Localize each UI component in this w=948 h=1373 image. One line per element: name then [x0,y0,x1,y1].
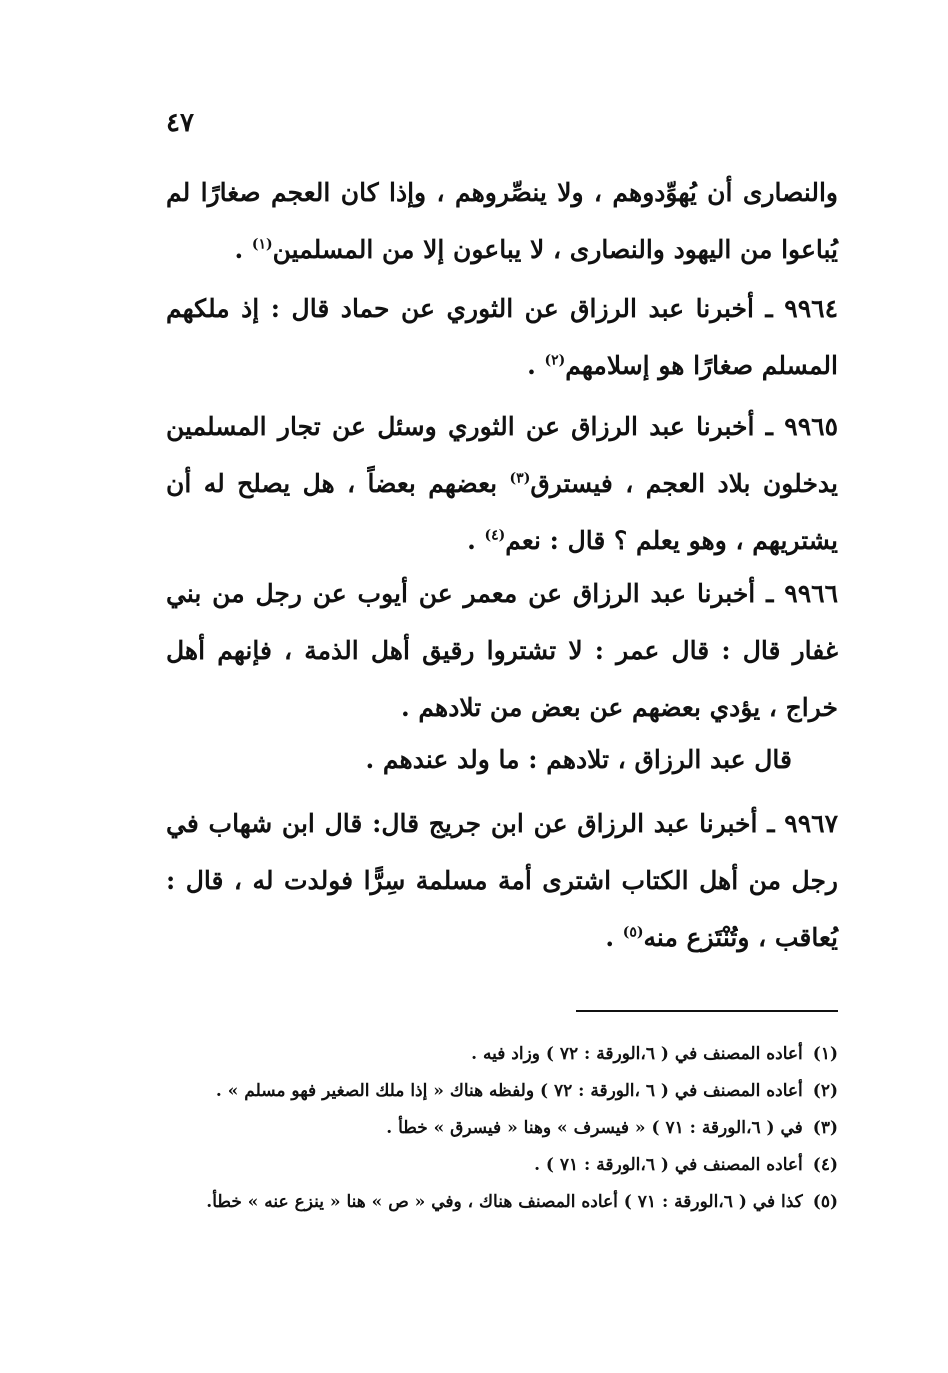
footnote-text: في ( ٦،الورقة : ٧١ ) « فيسرف » وهنا « فيسرق » خطأ . [386,1118,803,1138]
footnote-text: أعاده المصنف في ( ٦،الورقة : ٧٢ ) وزاد فيه . [471,1044,803,1064]
footnote-3 [166,1110,838,1147]
footnote-1 [166,1036,838,1073]
footnotes [166,1036,838,1221]
footnote-2 [166,1073,838,1110]
footnote-number: (٥) [812,1192,838,1212]
footnote-4 [166,1147,838,1184]
footnote-separator [576,1010,838,1012]
paragraph-1-tail: . [234,235,252,264]
footnote-number: (٣) [812,1118,838,1138]
paragraph-1 [166,164,838,278]
paragraph-9965 [166,398,838,569]
paragraph-note [166,731,838,788]
footnote-number: (٤) [812,1155,838,1175]
footnote-text: أعاده المصنف في ( ٦ ،الورقة : ٧٢ ) ولفظه هناك « إذا ملك الصغير فهو مسلم » . [215,1081,803,1101]
paragraph-9965-tail: بعضهم بعضاً ، هل يصلح له أن يشتريهم ، وهو يعلم ؟ قال : نعم [166,469,838,555]
footnote-number: (٢) [812,1081,838,1101]
footnote-ref-4: (٤) [484,527,506,544]
paragraph-note-text: قال عبد الرزاق ، تلادهم : ما ولد عندهم . [365,745,792,774]
footnote-text: كذا في ( ٦،الورقة : ٧١ ) أعاده المصنف هناك ، وفي « ص » هنا « ينزع عنه » خطأ. [206,1192,803,1212]
footnote-5 [166,1184,838,1221]
footnote-ref-5: (٥) [622,924,644,941]
page-number: ٤٧ [166,108,194,138]
footnote-ref-2: (٢) [544,352,566,369]
paragraph-9967-text: ٩٩٦٧ ـ أخبرنا عبد الرزاق عن ابن جريج قال: قال ابن شهاب في رجل من أهل الكتاب اشترى أمة مسلمة سِرًّا فولدت له ، قال : يُعاقب ، وتُنْتَزع منه [166,809,838,952]
paragraph-9965-text: ٩٩٦٥ ـ أخبرنا عبد الرزاق عن الثوري وسئل عن تجار المسلمين يدخلون بلاد العجم ، فيسترق [166,412,838,498]
footnote-text: أعاده المصنف في ( ٦،الورقة : ٧١ ) . [534,1155,803,1175]
paragraph-9964-tail: . [527,351,545,380]
paragraph-9964-text: ٩٩٦٤ ـ أخبرنا عبد الرزاق عن الثوري عن حماد قال : إذ ملكهم المسلم صغارًا هو إسلامهم [166,294,838,380]
paragraph-9965-tail2: . [467,526,485,555]
paragraph-9964 [166,280,838,394]
footnote-number: (١) [812,1044,838,1064]
footnote-ref-3: (٣) [509,470,531,487]
paragraph-9966-text: ٩٩٦٦ ـ أخبرنا عبد الرزاق عن معمر عن أيوب عن رجل من بني غفار قال : قال عمر : لا تشتروا رقيق أهل الذمة ، فإنهم أهل خراج ، يؤدي بعضهم عن بعض من تلادهم . [166,579,838,722]
paragraph-9966 [166,565,838,736]
footnote-ref-1: (١) [251,236,273,253]
paragraph-9967 [166,795,838,966]
paragraph-1-text: والنصارى أن يُهوِّدوهم ، ولا ينصِّروهم ، وإذا كان العجم صغارًا لم يُباعوا من اليهود والنصارى ، لا يباعون إلا من المسلمين [166,178,838,264]
paragraph-9967-tail: . [605,923,623,952]
